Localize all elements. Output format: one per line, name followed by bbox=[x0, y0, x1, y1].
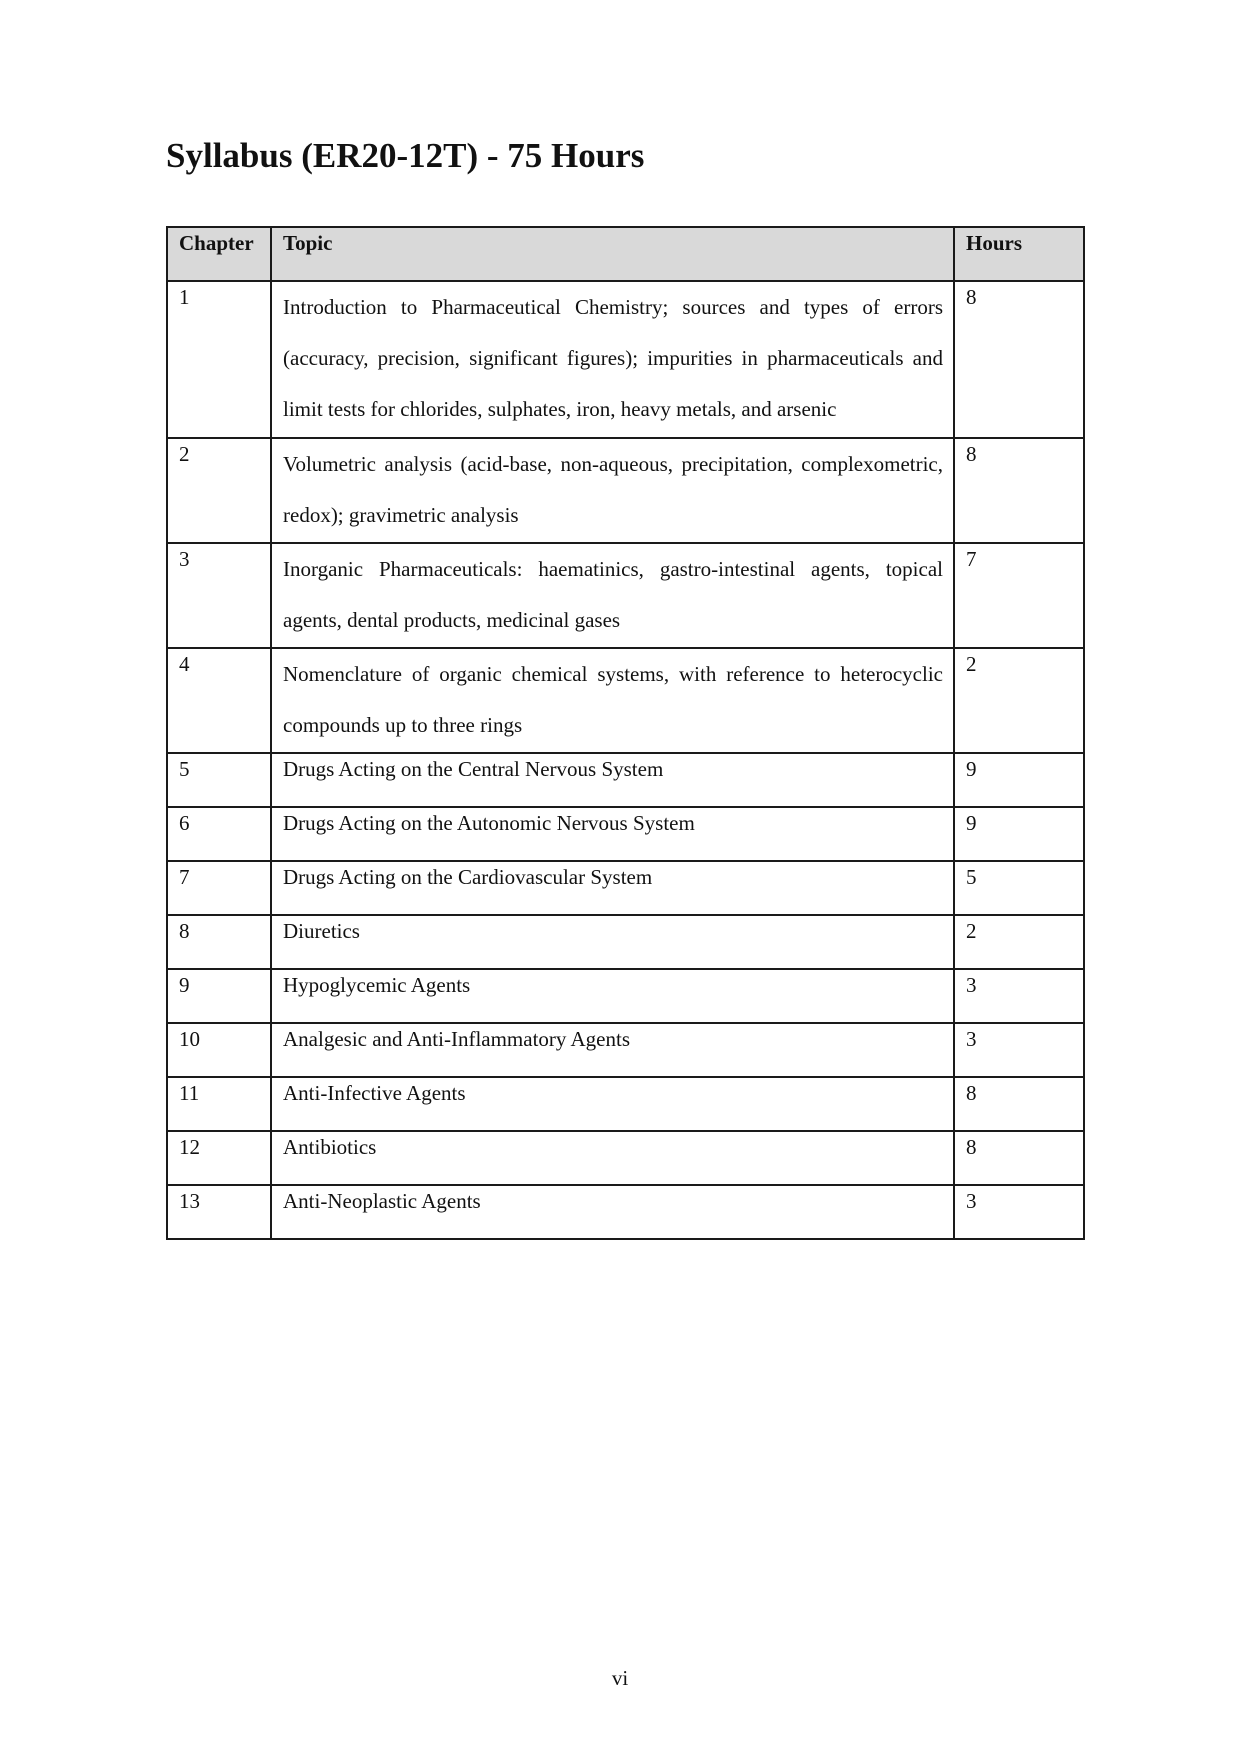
topic-cell: Anti-Infective Agents bbox=[271, 1077, 954, 1131]
hours-cell: 2 bbox=[954, 915, 1084, 969]
chapter-cell: 5 bbox=[167, 753, 271, 807]
table-row bbox=[167, 543, 1084, 648]
chapter-cell: 1 bbox=[167, 281, 271, 438]
table-row bbox=[167, 807, 1084, 861]
topic-cell: Drugs Acting on the Central Nervous System bbox=[271, 753, 954, 807]
table-row bbox=[167, 969, 1084, 1023]
chapter-cell: 6 bbox=[167, 807, 271, 861]
chapter-cell: 10 bbox=[167, 1023, 271, 1077]
table-row bbox=[167, 1023, 1084, 1077]
chapter-cell: 2 bbox=[167, 438, 271, 543]
chapter-cell: 4 bbox=[167, 648, 271, 753]
table-row bbox=[167, 438, 1084, 543]
table-row bbox=[167, 1077, 1084, 1131]
header-hours: Hours bbox=[954, 227, 1084, 281]
table-header-row bbox=[167, 227, 1084, 281]
topic-cell: Nomenclature of organic chemical systems, with reference to heterocyclic compounds up to three rings bbox=[271, 648, 954, 753]
table-row bbox=[167, 1131, 1084, 1185]
table-row bbox=[167, 1185, 1084, 1239]
hours-cell: 8 bbox=[954, 1131, 1084, 1185]
topic-cell: Drugs Acting on the Cardiovascular System bbox=[271, 861, 954, 915]
hours-cell: 3 bbox=[954, 969, 1084, 1023]
hours-cell: 8 bbox=[954, 1077, 1084, 1131]
table-row bbox=[167, 861, 1084, 915]
table-row bbox=[167, 648, 1084, 753]
chapter-cell: 9 bbox=[167, 969, 271, 1023]
topic-cell: Drugs Acting on the Autonomic Nervous System bbox=[271, 807, 954, 861]
page-title: Syllabus (ER20-12T) - 75 Hours bbox=[166, 136, 645, 175]
chapter-cell: 13 bbox=[167, 1185, 271, 1239]
topic-cell: Diuretics bbox=[271, 915, 954, 969]
chapter-cell: 7 bbox=[167, 861, 271, 915]
topic-cell: Anti-Neoplastic Agents bbox=[271, 1185, 954, 1239]
hours-cell: 9 bbox=[954, 807, 1084, 861]
header-chapter: Chapter bbox=[167, 227, 271, 281]
chapter-cell: 3 bbox=[167, 543, 271, 648]
header-topic: Topic bbox=[271, 227, 954, 281]
topic-cell: Inorganic Pharmaceuticals: haematinics, gastro-intestinal agents, topical agents, dental products, medicinal gases bbox=[271, 543, 954, 648]
topic-cell: Introduction to Pharmaceutical Chemistry; sources and types of errors (accuracy, precision, significant figures); impurities in pharmaceuticals and limit tests for chlorides, sulphates, iron, heavy metals, and arsenic bbox=[271, 281, 954, 438]
topic-cell: Volumetric analysis (acid-base, non-aqueous, precipitation, complexometric, redox); gravimetric analysis bbox=[271, 438, 954, 543]
chapter-cell: 12 bbox=[167, 1131, 271, 1185]
hours-cell: 3 bbox=[954, 1023, 1084, 1077]
table-row bbox=[167, 281, 1084, 438]
page-number: vi bbox=[611, 1666, 629, 1690]
hours-cell: 8 bbox=[954, 438, 1084, 543]
table-row bbox=[167, 915, 1084, 969]
chapter-cell: 11 bbox=[167, 1077, 271, 1131]
hours-cell: 3 bbox=[954, 1185, 1084, 1239]
topic-cell: Antibiotics bbox=[271, 1131, 954, 1185]
hours-cell: 2 bbox=[954, 648, 1084, 753]
hours-cell: 9 bbox=[954, 753, 1084, 807]
hours-cell: 8 bbox=[954, 281, 1084, 438]
table-row bbox=[167, 753, 1084, 807]
hours-cell: 7 bbox=[954, 543, 1084, 648]
topic-cell: Hypoglycemic Agents bbox=[271, 969, 954, 1023]
chapter-cell: 8 bbox=[167, 915, 271, 969]
hours-cell: 5 bbox=[954, 861, 1084, 915]
topic-cell: Analgesic and Anti-Inflammatory Agents bbox=[271, 1023, 954, 1077]
syllabus-table bbox=[166, 226, 1085, 1240]
